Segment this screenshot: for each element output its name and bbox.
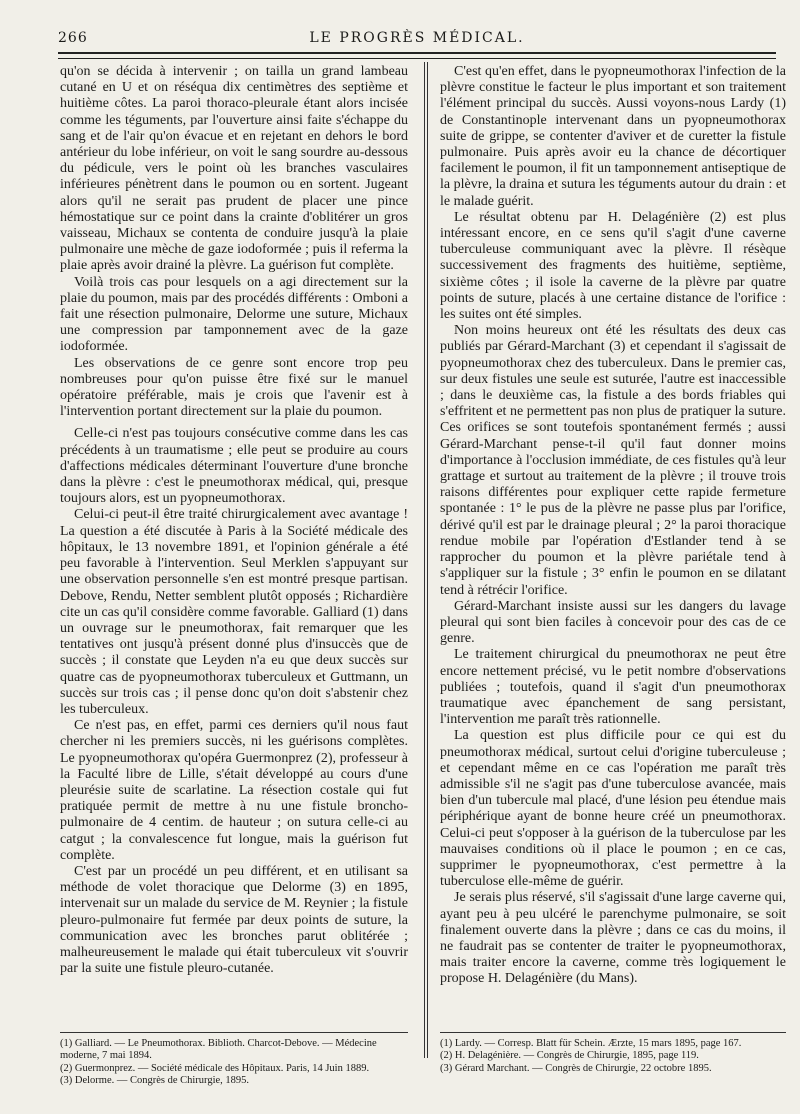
right-paragraph: Gérard-Marchant insiste aussi sur les dangers du lavage pleural qui sont bien faciles à concevoir pour des cas de ce genre.: [440, 598, 786, 647]
footnote-rule: [440, 1032, 786, 1033]
left-column: [60, 64, 408, 977]
footnote: (2) H. Delagénière. — Congrès de Chirurgie, 1895, page 119.: [440, 1050, 699, 1062]
left-paragraph: Voilà trois cas pour lesquels on a agi directement sur la plaie du poumon, mais par des procédés différents : Omboni a fait une résection pulmonaire, Delorme une suture, Michaux une compression par tamponnement avec de la gaze iodoformée.: [60, 274, 408, 355]
page-header: [58, 30, 776, 52]
header-rule: [58, 52, 776, 59]
left-paragraph: Les observations de ce genre sont encore trop peu nombreuses pour qu'on puisse être fixé sur le manuel opératoire préférable, mais je crois que l'avenir est à l'intervention portant directement sur la plaie du poumon.: [60, 355, 408, 420]
left-paragraph: Ce n'est pas, en effet, parmi ces derniers qu'il nous faut chercher ni les premiers succès, ni les guérisons complètes. Le pyopneumothorax qu'opéra Guermonprez (2), professeur à la Faculté libre de Lille, s'était développé au cours d'une pleurésie suite de scarlatine. La résection costale qui fut pratiquée permit de mettre à nu une fistule broncho-pulmonaire de 4 centim. de hauteur ; on sutura celle-ci au catgut ; la convalescence fut longue, mais la guérison fut complète.: [60, 718, 408, 863]
right-paragraph: Le résultat obtenu par H. Delagénière (2) est plus intéressant encore, en ce sens qu'il s'agit d'une caverne tuberculeuse communiquant avec la plèvre. Il résèque successivement des fragments des huitième, septième, sixième côtes ; il isole la caverne de la plèvre par quatre points de suture, placés à une certaine distance de l'orifice : les suites ont été simples.: [440, 209, 786, 323]
footnote: (1) Galliard. — Le Pneumothorax. Biblioth. Charcot-Debove. — Médecine moderne, 7 mai 1894.: [60, 1038, 377, 1062]
page-number: 266: [58, 30, 88, 46]
right-paragraph: La question est plus difficile pour ce qui est du pneumothorax médical, surtout celui d'origine tuberculeuse ; et cependant même en ce cas l'opération me paraît très admissible s'il ne s'agit pas d'une tuberculose avancée, mais bien d'un tubercule mal placé, d'une lésion peu étendue mais périphérique ayant de bonne heure créé un pneumothorax. Celui-ci peut s'opposer à la guérison de la tuberculose par les mauvaises conditions où il place le poumon ; en ce cas, supprimer le pyopneumothorax, c'est permettre à la tuberculose elle-même de guérir.: [440, 728, 786, 890]
right-paragraph: Je serais plus réservé, s'il s'agissait d'une large caverne qui, ayant peu à peu ulcéré le parenchyme pulmonaire, se soit finalement ouverte dans la plèvre ; dans ce cas du moins, il ne faudrait pas se contenter de traiter le pyopneumothorax, mais traiter encore la caverne, comme très logiquement le propose H. Delagénière (du Mans).: [440, 890, 786, 987]
footnotes-left: [60, 1038, 408, 1088]
left-paragraph: Celle-ci n'est pas toujours consécutive comme dans les cas précédents à un traumatisme ; elle peut se produire au cours d'affections médicales déterminant l'ouverture d'une bronche dans la plèvre : c'est le pneumothorax médical, qui, presque toujours alors, est un pyopneumothorax.: [60, 426, 408, 507]
right-column: [440, 64, 786, 988]
left-paragraph: C'est par un procédé un peu différent, et en utilisant sa méthode de volet thoracique que Delorme (3) en 1895, intervenait sur un malade du service de M. Reynier ; la fistule pleuro-pulmonaire fut fermée par deux points de suture, la communication avec les bronches parut oblitérée ; malheureusement le malade qui était tuberculeux vit s'ouvrir par la suite une fistule pleuro-cutanée.: [60, 863, 408, 977]
footnote: (3) Delorme. — Congrès de Chirurgie, 1895.: [60, 1075, 250, 1087]
left-paragraph: Celui-ci peut-il être traité chirurgicalement avec avantage ! La question a été discutée à Paris à la Société médicale des hôpitaux, le 13 novembre 1891, et l'opinion générale a été peu favorable à l'intervention. Seul Merklen s'appuyant sur une observation personnelle s'en est montré presque partisan. Debove, Rendu, Netter semblent plutôt opposés ; Richardière cite un cas qu'il considère comme favorable. Galliard (1) dans un ouvrage sur le pneumothorax, fait remarquer que les tentatives ont jusqu'à présent donné plus d'insuccès que de succès ; il constate que Leyden n'a eu que deux succès sur quatre cas de pyopneumothorax tuberculeux et Guttmann, un succès sur trois cas ; il pense donc qu'on doit s'abstenir chez les tuberculeux.: [60, 507, 408, 717]
right-paragraph: Non moins heureux ont été les résultats des deux cas publiés par Gérard-Marchant (3) et cependant il s'agissait de pyopneumothorax chez des tuberculeux. Dans le premier cas, sur deux fistules une seule est suturée, l'autre est inaccessible ; dans le deuxième cas, la fistule a des bords friables qui s'effritent et ne permettent pas non plus de pratiquer la suture. Ces orifices se sont toutefois spontanément fermés ; aussi Gérard-Marchant pense-t-il qu'il faut donner moins d'importance à l'occlusion immédiate, de ces fistules qu'à leur grattage et surtout au traitement de la plèvre ; il trouve trois raisons différentes pour expliquer cette rapide fermeture spontanée : 1° le pus de la plèvre ne passe plus par l'orifice, dérivé qu'il est par le drainage pleural ; 2° la paroi thoracique rendue mobile par l'opération d'Estlander tend à se rapprocher du poumon et la plèvre pariétale tend à s'appliquer sur la fistule ; 3° enfin le poumon en se dilatant tend à rétrécir l'orifice.: [440, 323, 786, 598]
right-paragraph: Le traitement chirurgical du pneumothorax ne peut être encore nettement précisé, vu le petit nombre d'observations publiées ; toutefois, quand il s'agit d'un pneumothorax traumatique avec épanchement de sang persistant, l'intervention me paraît très rationnelle.: [440, 647, 786, 728]
footnotes-right: [440, 1038, 786, 1075]
right-paragraph: C'est qu'en effet, dans le pyopneumothorax l'infection de la plèvre constitue le facteur le plus important et son traitement l'élément principal du succès. Aussi voyons-nous Lardy (1) de Constantinople intervenant dans un pyopneumothorax suite de grippe, se contenter d'aviver et de curetter la fistule pulmonaire. Puis après avoir eu la chance de décortiquer facilement le poumon, il fit un tamponnement antiseptique de la plèvre, la draina et sutura les téguments autour du drain : et le malade guérit.: [440, 64, 786, 209]
footnote: (3) Gérard Marchant. — Congrès de Chirurgie, 22 octobre 1895.: [440, 1062, 712, 1074]
footnote: (2) Guermonprez. — Société médicale des Hôpitaux. Paris, 14 Juin 1889.: [60, 1062, 370, 1074]
journal-title: LE PROGRÈS MÉDICAL.: [309, 30, 525, 46]
column-divider: [424, 62, 428, 1058]
footnote: (1) Lardy. — Corresp. Blatt für Schein. Ærzte, 15 mars 1895, page 167.: [440, 1038, 742, 1049]
footnote-rule: [60, 1032, 408, 1033]
left-paragraph: qu'on se décida à intervenir ; on tailla un grand lambeau cutané en U et on réséqua dix centimètres des septième et huitième côtes. La paroi thoraco-pleurale étant alors incisée comme les téguments, par l'ouverture ainsi faite s'échappe du sang et de l'air qu'on évacue et en rejetant en dehors le bord antérieur du lobe inférieur, on voit le sang sourdre au-dessous du pédicule, vers le point où les branches vasculaires inférieures pénètrent dans le poumon ou en sortent. Jugeant alors qu'il ne serait pas prudent de placer une pince hémostatique sur ce point dans la crainte d'oblitérer un gros vaisseau, Michaux se contenta de conduire jusqu'à la plaie pulmonaire une mèche de gaze iodoformée ; puis il referma la plaie après avoir drainé la plèvre. La guérison fut complète.: [60, 64, 408, 274]
